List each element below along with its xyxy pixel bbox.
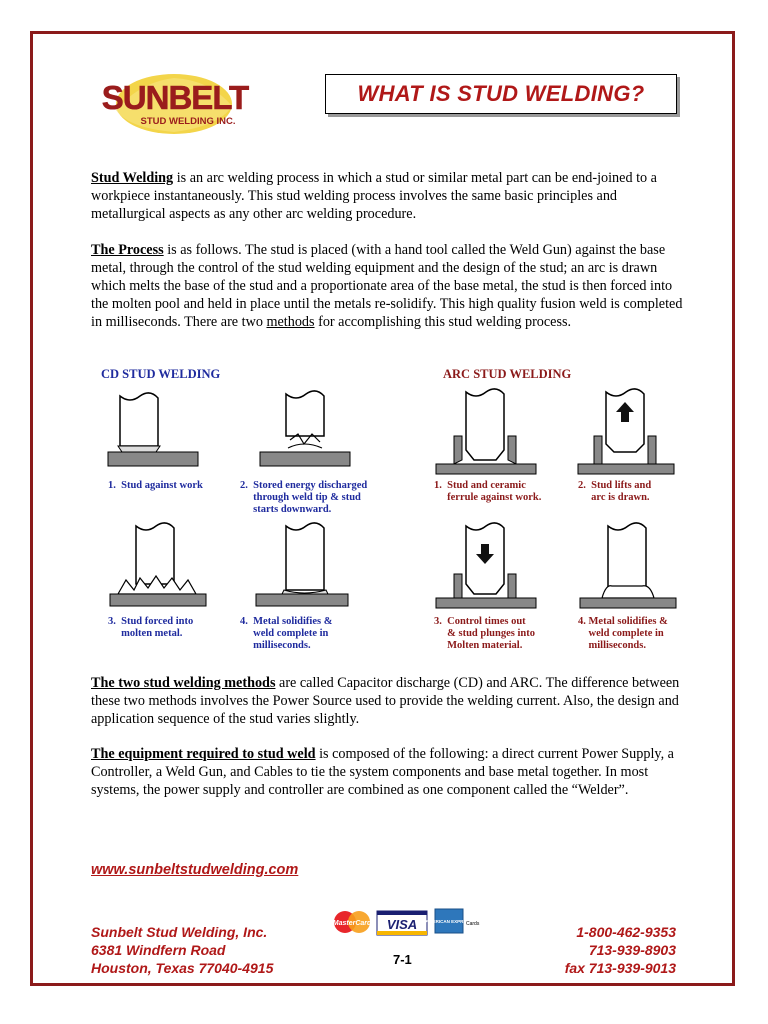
website-link[interactable]: www.sunbeltstudwelding.com	[91, 862, 299, 878]
phone-local: 713-939-8903	[588, 942, 676, 958]
arc-step4-caption: 4. Metal solidifies & weld complete in milliseconds.	[578, 616, 668, 651]
phone-block	[565, 923, 676, 977]
visa-icon	[377, 911, 427, 935]
intro-lead: Stud Welding	[91, 170, 174, 186]
address-block	[91, 923, 273, 977]
process-lead: The Process	[91, 242, 164, 258]
methods-lead: The two stud welding methods	[91, 675, 276, 691]
phone-tollfree: 1-800-462-9353	[576, 924, 676, 940]
cd-step3-figure	[104, 522, 214, 608]
cd-heading: CD STUD WELDING	[101, 367, 221, 381]
page-title: WHAT IS STUD WELDING?	[357, 81, 645, 106]
sunbelt-logo	[100, 72, 250, 138]
cd-step2-figure	[240, 390, 340, 470]
process-paragraph	[91, 241, 691, 331]
equipment-text: is composed of the following: a direct current Power Supply, a Controller, a Weld Gun, and Cables to tie the system components and base metal together. In most systems, the power supply and controller are combined as one component called the “Welder”.	[91, 746, 674, 798]
arc-step3-caption: 3. Control times out & stud plunges into Molten material.	[434, 616, 535, 651]
process-text-after: for accomplishing this stud welding process.	[314, 314, 572, 330]
arc-step1-figure	[432, 388, 542, 476]
intro-text: is an arc welding process in which a stud or similar metal part can be end-joined to a workpiece instantaneously. This stud welding process involves the same basic principles and metallurgical aspects as any other arc welding procedure.	[91, 170, 657, 222]
cd-step3-caption: 3. Stud forced into molten metal.	[108, 616, 194, 639]
methods-word: methods	[266, 314, 315, 330]
methods-text: are called Capacitor discharge (CD) and ARC. The difference between these two methods involves the Power Source used to provide the welding current. Also, the design and application sequence of the stud varies slightly.	[91, 675, 680, 727]
equipment-lead: The equipment required to stud weld	[91, 746, 316, 762]
street-address: 6381 Windfern Road	[91, 942, 226, 958]
methods-paragraph	[91, 674, 691, 728]
amex-suffix-label: Cards	[466, 921, 480, 927]
visa-label: VISA	[386, 917, 418, 932]
cd-step4-figure	[240, 522, 350, 608]
title-box	[325, 74, 677, 114]
cd-step1-figure	[108, 392, 208, 470]
arc-step2-caption: 2. Stud lifts and arc is drawn.	[578, 480, 652, 503]
amex-icon	[426, 909, 480, 933]
fax-number: fax 713-939-9013	[564, 960, 676, 976]
intro-paragraph	[91, 169, 691, 223]
city-address: Houston, Texas 77040-4915	[91, 960, 274, 976]
cd-step2-caption: 2. Stored energy discharged through weld tip & stud starts downward.	[240, 480, 368, 515]
mastercard-icon	[333, 911, 372, 933]
page-number: 7-1	[393, 952, 412, 967]
company-name: Sunbelt Stud Welding, Inc.	[91, 924, 268, 940]
arc-step1-caption: 1. Stud and ceramic ferrule against work.	[434, 480, 542, 503]
cd-step4-caption: 4. Metal solidifies & weld complete in milliseconds.	[240, 616, 333, 651]
logo-sub-text: STUD WELDING INC.	[140, 116, 236, 127]
arc-step4-figure	[580, 522, 690, 610]
mastercard-label: MasterCard	[332, 920, 372, 927]
equipment-paragraph	[91, 745, 691, 799]
arc-heading: ARC STUD WELDING	[443, 367, 572, 381]
credit-cards	[333, 905, 478, 939]
logo-brand-text: SUNBELT	[101, 79, 249, 116]
arc-step2-figure	[578, 388, 688, 476]
arc-step3-figure	[432, 522, 542, 610]
cd-step1-caption: 1. Stud against work	[108, 480, 203, 491]
process-text-before: is as follows. The stud is placed (with a hand tool called the Weld Gun) against the base metal, through the control of the stud welding equipment and the design of the stud; an arc is drawn which melts the base of the stud and a proportionate area of the base metal, the stud is then forced into the molten pool and held in place until the metals re-solidify. This high quality fusion weld is completed in milliseconds. There are two	[91, 242, 683, 330]
amex-label: AMERICAN EXPRESS	[425, 919, 473, 924]
